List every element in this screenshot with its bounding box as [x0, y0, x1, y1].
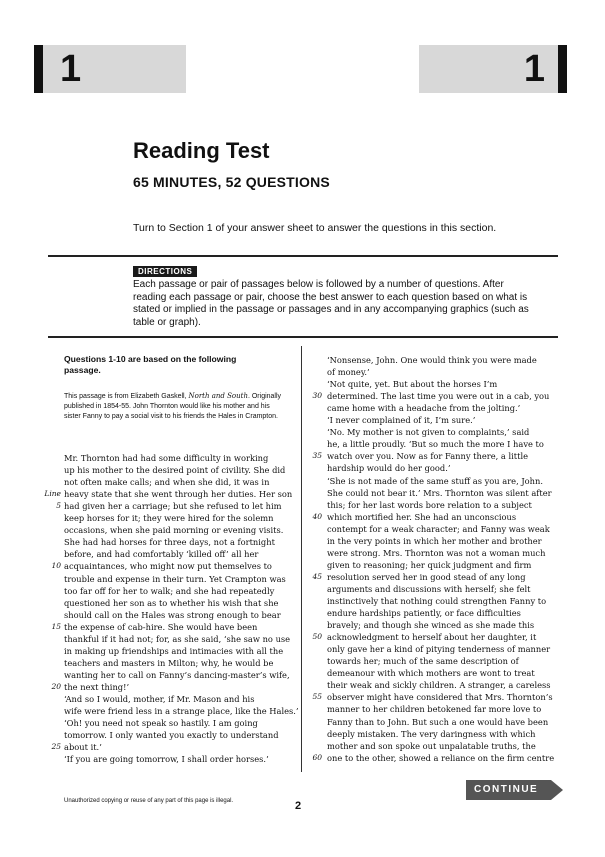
section-number: 1 — [60, 48, 82, 90]
passage-line: tomorrow. I only wanted you exactly to understand — [64, 730, 279, 741]
passage-line: trouble and expense in their turn. Yet Crampton was — [64, 573, 286, 584]
passage-line: the expense of cab-hire. She would have been — [64, 621, 258, 632]
passage-line: before, and had comfortably ‘killed off’ all her — [64, 549, 259, 560]
passage-line: too far off for her to walk; and she had repeatedly — [64, 585, 275, 596]
section-banner-right — [419, 45, 567, 93]
page-number: 2 — [295, 800, 302, 812]
passage-line: their weak and sickly children. A stranger, a careless — [327, 680, 551, 691]
passage-line: were strong. Mrs. Thornton was not a woman much — [327, 547, 546, 558]
directions-label: DIRECTIONS — [133, 266, 197, 277]
section-stripe — [558, 45, 567, 93]
passage-line: instinctively that nothing could strengthen Fanny to — [327, 596, 547, 606]
passage-line: teachers and masters in Milton; why, he would be — [64, 657, 274, 668]
line-number: 10 — [51, 561, 61, 571]
intro-book-title: North and South — [188, 392, 248, 400]
column-divider — [301, 346, 302, 772]
line-number: 30 — [312, 391, 322, 401]
passage-line: in making up friendships and intimacies with all the — [64, 645, 284, 656]
line-number: 60 — [312, 752, 322, 762]
passage-line: in the very points in which her mother and brother — [327, 535, 542, 546]
passage-line: thankful if it had not; for, as she said, ‘she saw no use — [64, 633, 291, 644]
intro-text: This passage is from Elizabeth Gaskell, — [64, 393, 189, 400]
line-number: 5 — [56, 501, 61, 511]
intro-text: . Originally published in 1854-55. John Thornton would like his mother and his sister Fanny to pay a social visit to his friends the Hales in Crampton. — [64, 393, 282, 420]
passage-line: hardship would do her good.’ — [327, 463, 451, 474]
passage-line: he, a little proudly. ‘But so much the more I have to — [327, 439, 544, 450]
passage-line: bravely; and though she winced as she made this — [327, 620, 535, 631]
passage-line: endure hardships patiently, or face difficulties — [327, 608, 521, 619]
passage-line: wife were friend less in a strange place, like the Hales.’ — [64, 706, 299, 717]
section-stripe — [34, 45, 43, 93]
line-number: 15 — [51, 621, 61, 631]
test-duration: 65 MINUTES, 52 QUESTIONS — [133, 174, 330, 190]
passage-line: wanting her to call on Fanny’s dancing-master’s wife, — [64, 669, 290, 680]
passage-line: one to the other, showed a reliance on the firm centre — [327, 752, 555, 763]
passage-intro — [64, 391, 284, 422]
copyright-notice: Unauthorized copying or reuse of any part of this page is illegal. — [64, 798, 234, 804]
passage-line: should call on the Hales was strong enough to bear — [64, 609, 281, 620]
section-number: 1 — [523, 48, 545, 90]
passage-line: Mr. Thornton had had some difficulty in working — [64, 453, 269, 463]
passage-line: heavy state that she went through her duties. Her son — [64, 489, 293, 500]
passage-line: demeanour with which mothers are wont to treat — [327, 668, 535, 679]
continue-label: CONTINUE — [474, 784, 539, 795]
line-number: 25 — [51, 742, 61, 752]
passage-line: which mortified her. She had an unconscious — [327, 511, 517, 522]
passage-line: had given her a carriage; but she refused to let him — [64, 501, 282, 512]
passage-line: manner to her children betokened far more love to — [327, 704, 542, 715]
answer-sheet-instruction: Turn to Section 1 of your answer sheet to answer the questions in this section. — [133, 222, 497, 234]
passage-line: ‘No. My mother is not given to complaints,’ said — [327, 427, 530, 438]
passage-line: acquaintances, who might now put themselves to — [64, 561, 272, 572]
passage-line: up his mother to the desired point of civility. She did — [64, 465, 286, 476]
passage-line: questioned her son as to whether his wish that she — [64, 597, 279, 608]
divider-rule — [48, 336, 558, 338]
passage-line: ‘She is not made of the same stuff as you are, John. — [327, 475, 544, 486]
passage-line: given to reasoning; her quick judgment and firm — [327, 559, 532, 570]
passage-line: determined. The last time you were out in a cab, you — [327, 391, 550, 402]
passage-line: ‘And so I would, mother, if Mr. Mason and his — [64, 694, 255, 704]
passage-line: this; for her last words bore relation to a subject — [327, 499, 532, 510]
passage-line: deeply mistaken. The very daringness with which — [327, 728, 536, 739]
line-number: Line — [44, 489, 61, 499]
line-number: 20 — [51, 681, 61, 691]
line-number: 40 — [312, 511, 322, 521]
section-banner-left — [34, 45, 186, 93]
passage-line: observer might have considered that Mrs. Thornton’s — [327, 692, 553, 703]
passage-line: about it.’ — [64, 742, 102, 753]
passage-line: keep horses for it; they were hired for the solemn — [64, 513, 274, 524]
passage-line: She could not bear it.’ Mrs. Thornton was silent after — [327, 487, 552, 498]
passage-line: mother and son spoke out unpalatable truths, the — [327, 740, 536, 751]
page-title: Reading Test — [133, 138, 270, 163]
passage-line: ‘I never complained of it, I’m sure.’ — [327, 415, 476, 426]
passage-line: watch over you. Now as for Fanny there, a little — [327, 451, 529, 462]
passage-line: acknowledgment to herself about her daughter, it — [327, 632, 537, 643]
line-number: 45 — [312, 571, 322, 581]
passage-line: only gave her a kind of pitying tenderness of manner — [327, 644, 551, 655]
passage-line: ‘Oh! you need not speak so hastily. I am going — [64, 718, 258, 729]
passage-line: ‘Nonsense, John. One would think you were made — [327, 355, 537, 365]
passage-line: occasions, when she paid morning or evening visits. — [64, 525, 284, 536]
passage-line: of money.’ — [327, 367, 370, 378]
line-number: 35 — [312, 451, 322, 461]
question-range-header: Questions 1-10 are based on the following passage. — [64, 354, 237, 375]
passage-line: the next thing!’ — [64, 681, 130, 692]
line-number: 55 — [312, 692, 322, 702]
divider-rule — [48, 255, 558, 257]
passage-line: contempt for a weak character; and Fanny was weak — [327, 523, 550, 534]
passage-line: resolution served her in good stead of any long — [327, 571, 526, 582]
passage-line: She had had horses for three days, not a fortnight — [64, 537, 275, 548]
line-number: 50 — [312, 632, 322, 642]
passage-line: towards her; much of the same description of — [327, 656, 519, 667]
directions-text: Each passage or pair of passages below is followed by a number of questions. After reading each passage or pair, choose the best answer to each question based on what is stated or implied in the passage or passages and in any accompanying graphics (such as table or graph). — [133, 279, 529, 328]
continue-arrow — [466, 780, 563, 800]
passage-line: arguments and discussions with herself; she felt — [327, 583, 531, 594]
passage-line: ‘Not quite, yet. But about the horses I’m — [327, 379, 498, 390]
passage-line: came home with a headache from the jolting.’ — [327, 403, 521, 414]
passage-line: not often make calls; and when she did, it was in — [64, 477, 270, 488]
passage-line: Fanny than to John. But such a one would have been — [327, 716, 549, 727]
passage-line: ‘If you are going tomorrow, I shall order horses.’ — [64, 754, 269, 765]
